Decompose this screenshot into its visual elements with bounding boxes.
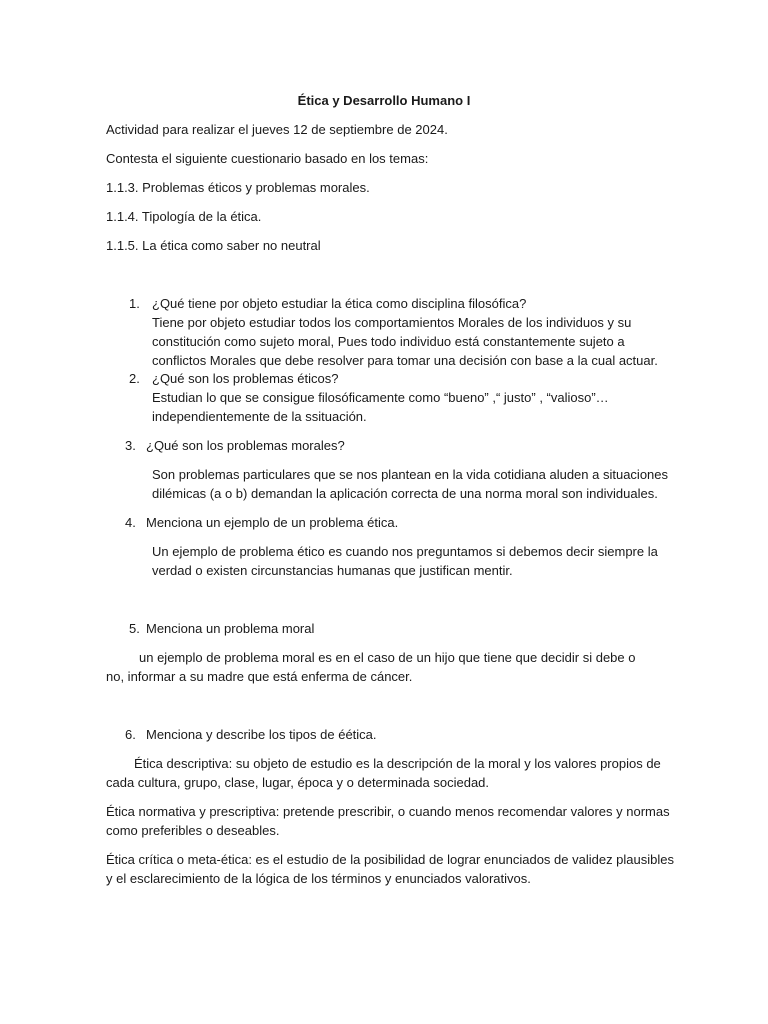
- answer-line: no, informar a su madre que está enferma de cáncer.: [106, 669, 413, 684]
- answer-line: Ética normativa y prescriptiva: pretende prescribir, o cuando menos recomendar valores y normas: [106, 804, 670, 819]
- document-title: Ética y Desarrollo Humano I: [297, 93, 471, 108]
- topic-item: 1.1.4. Tipología de la ética.: [106, 209, 262, 224]
- answer-line: Ética descriptiva: su objeto de estudio es la descripción de la moral y los valores propios de: [134, 756, 661, 771]
- topic-item: 1.1.5. La ética como saber no neutral: [106, 238, 321, 253]
- answer-line: Estudian lo que se consigue filosóficamente como “bueno” ,“ justo” , “valioso”…: [152, 390, 609, 405]
- question-number: 2.: [129, 371, 140, 386]
- answer-line: independientemente de la ssituación.: [152, 409, 367, 424]
- topic-item: 1.1.3. Problemas éticos y problemas morales.: [106, 180, 370, 195]
- question-number: 4.: [125, 515, 136, 530]
- instructions-line: Contesta el siguiente cuestionario basado en los temas:: [106, 151, 429, 166]
- answer-line: conflictos Morales que debe resolver para tomar una decisión con base a la cual actuar.: [152, 353, 658, 368]
- answer-line: Un ejemplo de problema ético es cuando nos preguntamos si debemos decir siempre la: [152, 544, 658, 559]
- question-number: 1.: [129, 296, 140, 311]
- answer-line: constitución como sujeto moral, Pues todo individuo está constantemente sujeto a: [152, 334, 625, 349]
- question-text: Menciona un ejemplo de un problema ética.: [146, 515, 399, 530]
- answer-line: y el esclarecimiento de la lógica de los términos y enunciados valorativos.: [106, 871, 531, 886]
- question-text: Menciona un problema moral: [146, 621, 315, 636]
- question-number: 5.: [129, 621, 140, 636]
- question-number: 3.: [125, 438, 136, 453]
- activity-line: Actividad para realizar el jueves 12 de septiembre de 2024.: [106, 122, 448, 137]
- question-text: ¿Qué tiene por objeto estudiar la ética como disciplina filosófica?: [152, 296, 527, 311]
- answer-line: Tiene por objeto estudiar todos los comportamientos Morales de los individuos y su: [152, 315, 632, 330]
- question-text: Menciona y describe los tipos de éética.: [146, 727, 377, 742]
- question-number: 6.: [125, 727, 136, 742]
- answer-line: Ética crítica o meta-ética: es el estudio de la posibilidad de lograr enunciados de validez plausibles: [106, 852, 674, 867]
- answer-line: dilémicas (a o b) demandan la aplicación correcta de una norma moral son individuales.: [152, 486, 658, 501]
- answer-line: cada cultura, grupo, clase, lugar, época y o determinada sociedad.: [106, 775, 490, 790]
- answer-line: como preferibles o deseables.: [106, 823, 280, 838]
- question-text: ¿Qué son los problemas morales?: [146, 438, 345, 453]
- answer-line: verdad o existen circunstancias humanas que justifican mentir.: [152, 563, 513, 578]
- answer-line: Son problemas particulares que se nos plantean en la vida cotidiana aluden a situaciones: [152, 467, 669, 482]
- answer-line: un ejemplo de problema moral es en el caso de un hijo que tiene que decidir si debe o: [139, 650, 636, 665]
- question-text: ¿Qué son los problemas éticos?: [152, 371, 339, 386]
